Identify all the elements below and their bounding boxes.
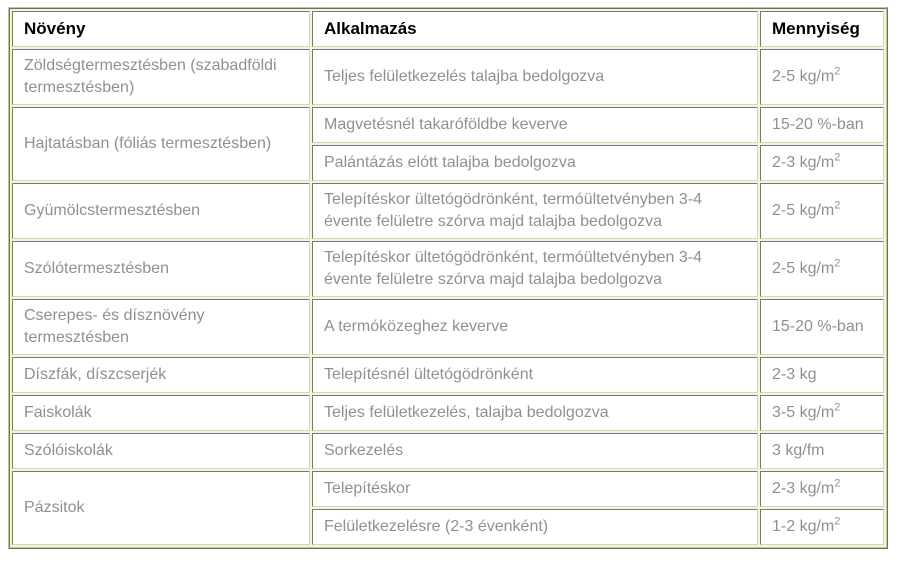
table-body [12,49,884,545]
plant-cell: Díszfák, díszcserjék [12,357,310,393]
quantity-cell [760,241,884,297]
quantity-value: 2-3 kg [772,366,817,383]
quantity-cell [760,471,884,507]
quantity-value: 15-20 %-ban [772,318,864,335]
plant-cell: Szólótermesztésben [12,241,310,297]
quantity-superscript: 2 [834,199,841,212]
quantity-value: 15-20 %-ban [772,116,864,133]
plant-cell: Faiskolák [12,395,310,431]
plant-cell: Gyümölcstermesztésben [12,183,310,239]
application-cell: Sorkezelés [312,433,758,469]
plant-cell: Zöldségtermesztésben (szabadföldi termesztésben) [12,49,310,105]
table-row [12,183,884,239]
table-row [12,241,884,297]
header-row [12,11,884,47]
quantity-superscript: 2 [834,65,841,78]
quantity-cell [760,509,884,545]
quantity-cell [760,49,884,105]
application-cell: Telepítéskor ültetógödrönként, termóültetvényben 3-4 évente felületre szórva majd talajba bedolgozva [312,183,758,239]
application-cell: Telepítéskor ültetógödrönként, termóültetvényben 3-4 évente felületre szórva majd talajba bedolgozva [312,241,758,297]
quantity-superscript: 2 [834,151,841,164]
column-header-application: Alkalmazás [312,11,758,47]
application-cell: Telepítésnél ültetógödrönként [312,357,758,393]
quantity-value: 2-5 kg/m [772,68,835,85]
plant-cell: Hajtatásban (fóliás termesztésben) [12,107,310,181]
quantity-cell [760,107,884,143]
quantity-superscript: 2 [834,515,841,528]
quantity-superscript: 2 [834,477,841,490]
quantity-value: 2-5 kg/m [772,260,835,277]
quantity-cell [760,183,884,239]
column-header-plant: Növény [12,11,310,47]
table-header [12,11,884,47]
application-cell: Teljes felületkezelés, talajba bedolgozva [312,395,758,431]
table-row [12,49,884,105]
table-row [12,471,884,507]
quantity-cell [760,433,884,469]
quantity-superscript: 2 [834,257,841,270]
table-row [12,433,884,469]
quantity-value: 1-2 kg/m [772,518,835,535]
plant-cell: Cserepes- és dísznövény termesztésben [12,299,310,355]
dosage-table [8,7,888,549]
application-cell: Felületkezelésre (2-3 évenként) [312,509,758,545]
quantity-value: 3-5 kg/m [772,404,835,421]
application-cell: Magvetésnél takaróföldbe keverve [312,107,758,143]
quantity-value: 2-5 kg/m [772,202,835,219]
application-cell: Teljes felületkezelés talajba bedolgozva [312,49,758,105]
quantity-value: 2-3 kg/m [772,154,835,171]
quantity-superscript: 2 [834,401,841,414]
quantity-value: 2-3 kg/m [772,480,835,497]
quantity-cell [760,299,884,355]
plant-cell: Pázsitok [12,471,310,545]
plant-cell: Szólóiskolák [12,433,310,469]
application-cell: Palántázás elótt talajba bedolgozva [312,145,758,181]
quantity-value: 3 kg/fm [772,442,825,459]
quantity-cell [760,357,884,393]
table-row [12,299,884,355]
application-cell: Telepítéskor [312,471,758,507]
column-header-quantity: Mennyiség [760,11,884,47]
quantity-cell [760,395,884,431]
application-cell: A termóközeghez keverve [312,299,758,355]
table-row [12,395,884,431]
table-row [12,357,884,393]
table-row [12,107,884,143]
quantity-cell [760,145,884,181]
